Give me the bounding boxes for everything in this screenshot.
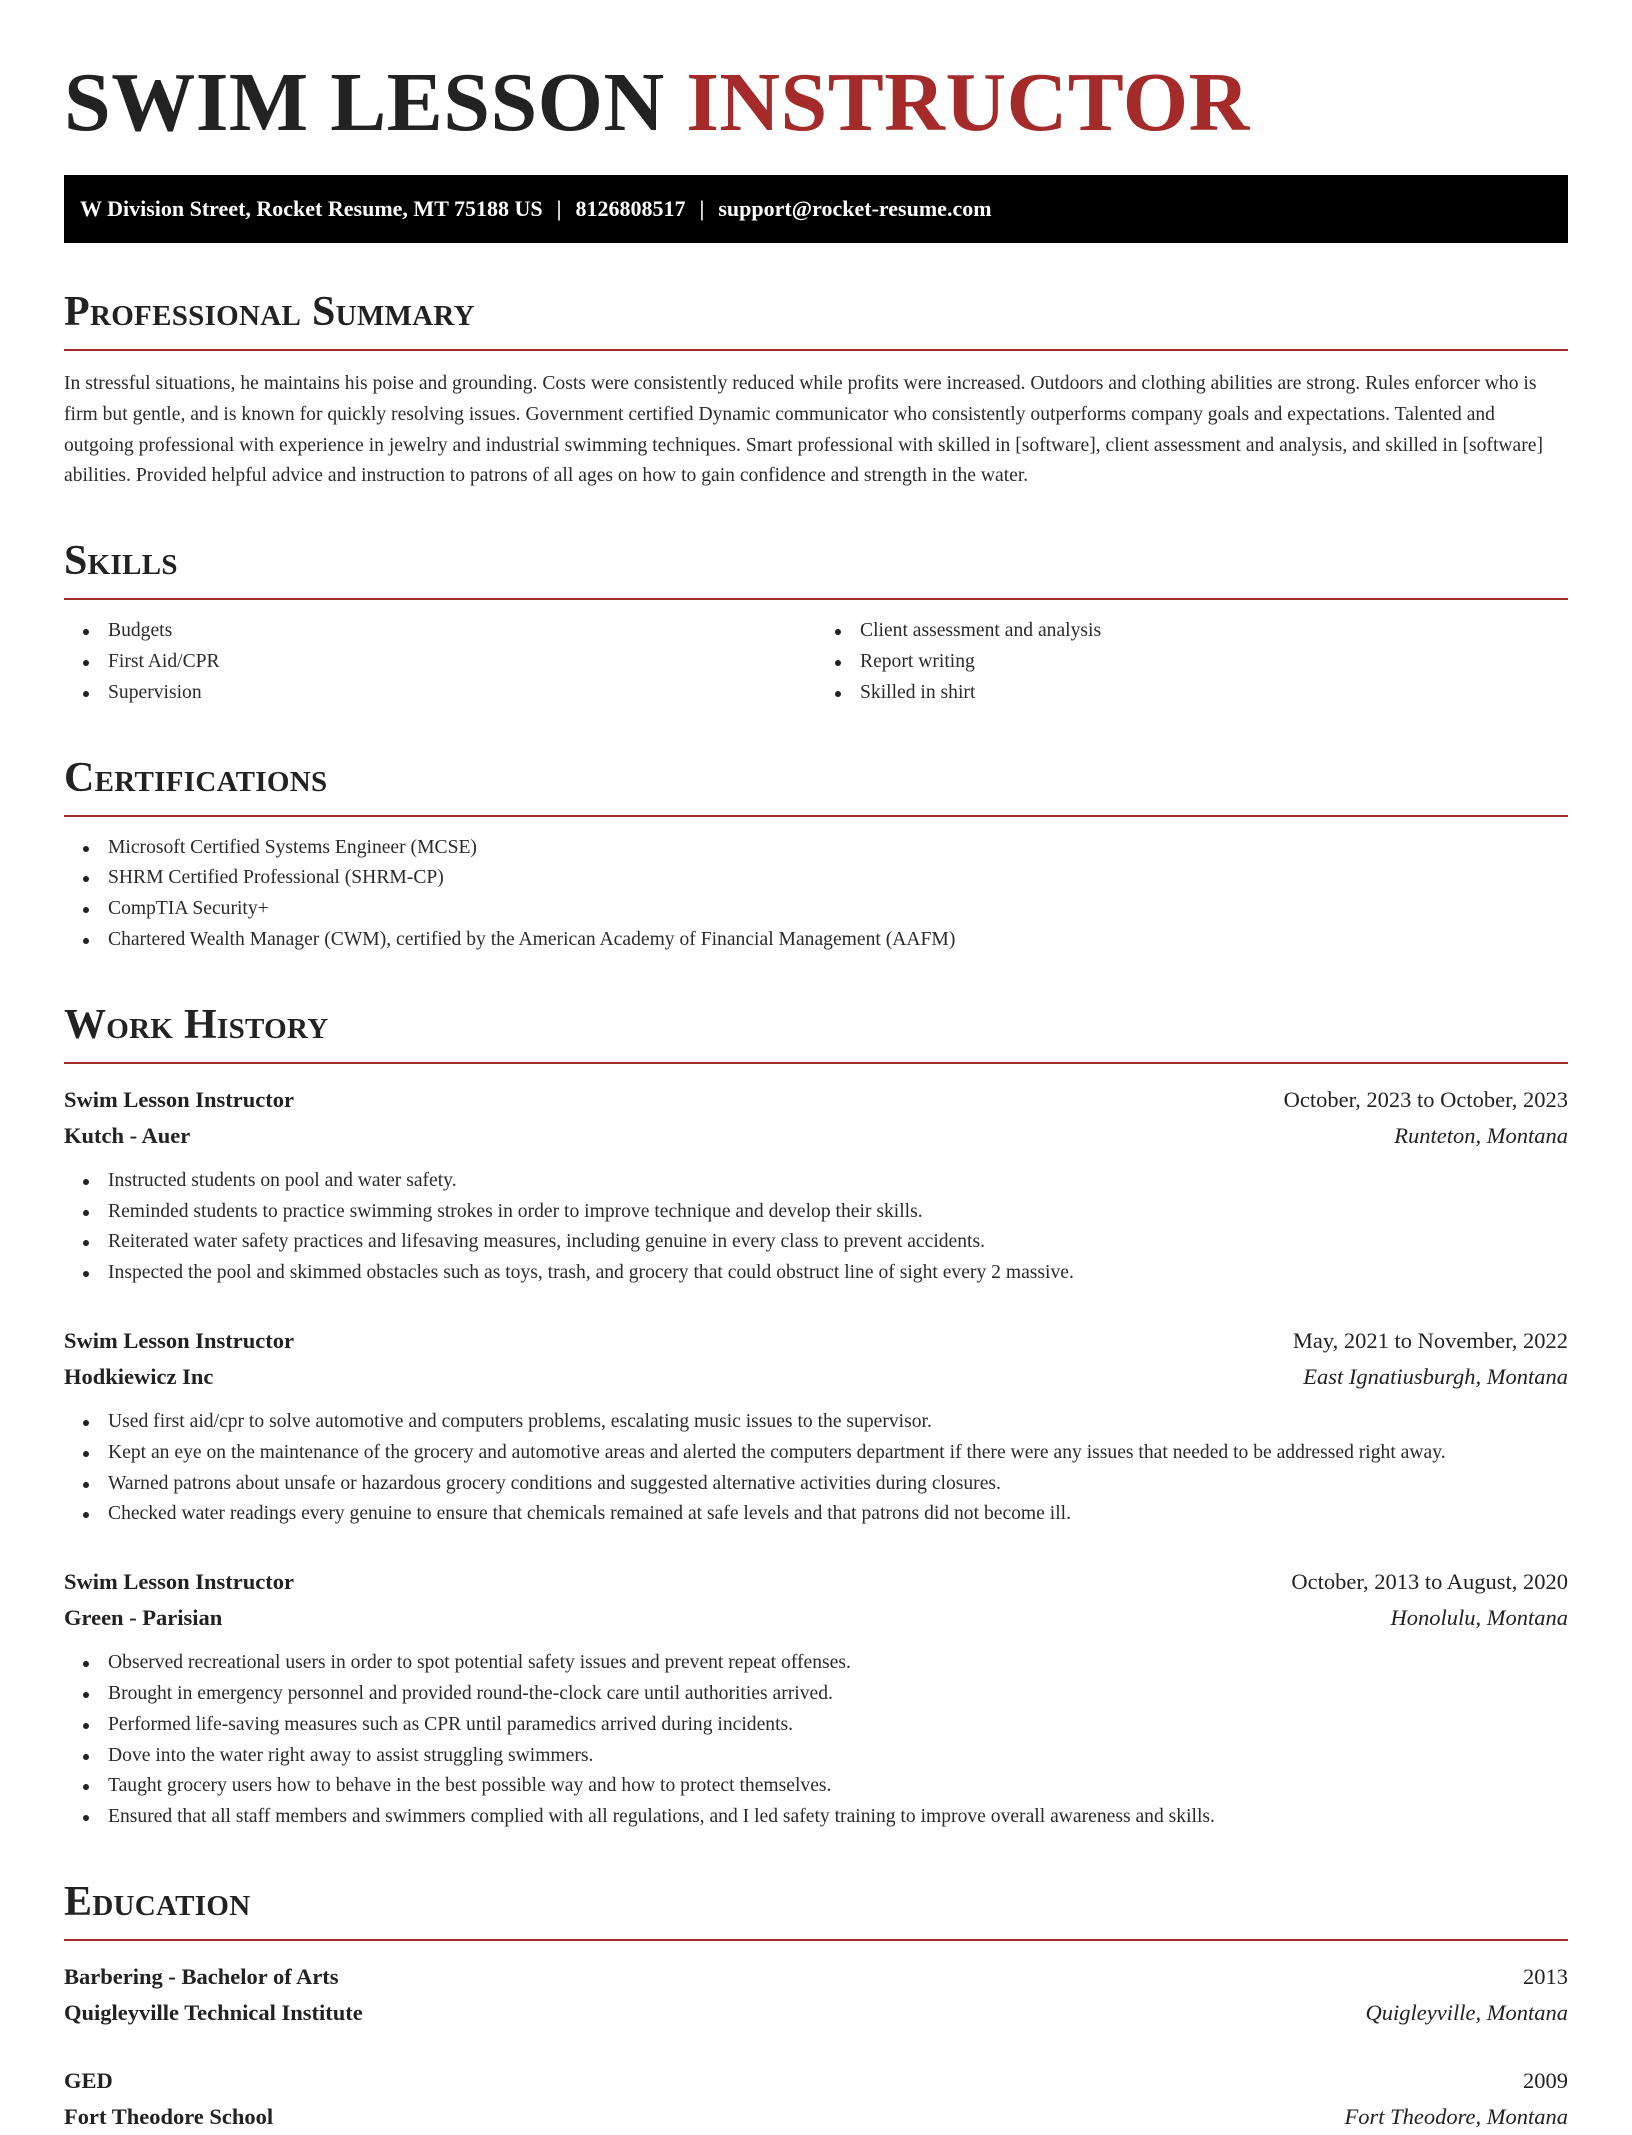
job-entry [64,1564,1568,1833]
job-duty: Ensured that all staff members and swimmers complied with all regulations, and I led safety training to improve overall awareness and skills. [64,1802,1568,1833]
education-entry [64,1959,1568,2031]
summary-text: In stressful situations, he maintains his poise and grounding. Costs were consistently reduced while profits were increased. Outdoors and clothing abilities are strong. Rules enforcer who is firm but gentle, and is known for quickly resolving issues. Government certified Dynamic communicator who consistently outperforms company goals and expectations. Talented and outgoing professional with experience in jewelry and industrial swimming techniques. Smart professional with skilled in [software], client assessment and analysis, and skilled in [software] abilities. Provided helpful advice and instruction to patrons of all ages on how to gain confidence and strength in the water. [64,373,1543,487]
job-company-row [64,1359,1568,1395]
job-title: Swim Lesson Instructor [64,1086,295,1112]
job-duty: Used first aid/cpr to solve automotive and computers problems, escalating music issues to the supervisor. [64,1407,1568,1438]
job-dates: October, 2013 to August, 2020 [1291,1569,1568,1595]
skills-section [64,538,1568,708]
job-location: Honolulu, Montana [1390,1605,1568,1631]
skill-item: Supervision [64,678,816,709]
job-title: Swim Lesson Instructor [64,1327,295,1353]
job-duty: Performed life-saving measures such as CPR until paramedics arrived during incidents. [64,1710,1568,1741]
skills-list-left [64,616,816,708]
section-title: Certifications [64,754,328,801]
job-company: Green - Parisian [64,1605,223,1631]
education-degree: Barbering - Bachelor of Arts [64,1963,339,1989]
section-divider [64,1062,1568,1064]
section-title: Work History [64,1001,329,1048]
skill-item: Budgets [64,616,816,647]
contact-address: W Division Street, Rocket Resume, MT 75188 US [80,196,543,221]
title-accent: INSTRUCTOR [686,56,1250,149]
education-section [64,1879,1568,2135]
education-school: Fort Theodore School [64,2103,274,2129]
job-entry [64,1323,1568,1530]
section-title: Skills [64,538,178,585]
education-entry [64,2063,1568,2135]
certification-item: SHRM Certified Professional (SHRM-CP) [64,863,1568,894]
job-header-row [64,1082,1568,1118]
job-dates: October, 2023 to October, 2023 [1283,1086,1568,1112]
job-duty: Reiterated water safety practices and lifesaving measures, including genuine in every class to prevent accidents. [64,1227,1568,1258]
education-degree-row [64,1959,1568,1995]
education-year: 2013 [1523,1963,1568,1989]
job-duty: Observed recreational users in order to spot potential safety issues and prevent repeat offenses. [64,1648,1568,1679]
skill-item: First Aid/CPR [64,647,816,678]
job-location: Runteton, Montana [1394,1122,1568,1148]
job-company-row [64,1118,1568,1154]
section-title: Professional Summary [64,289,475,335]
section-divider [64,1939,1568,1941]
education-school-row [64,2099,1568,2135]
section-title: Education [64,1878,251,1925]
summary-section [64,289,1568,492]
education-school-row [64,1995,1568,2031]
education-degree-row [64,2063,1568,2099]
education-year: 2009 [1523,2067,1568,2093]
certification-item: CompTIA Security+ [64,894,1568,925]
certifications-section [64,755,1568,956]
education-school: Quigleyville Technical Institute [64,1999,363,2025]
skill-item: Report writing [816,647,1568,678]
job-duty: Dove into the water right away to assist struggling swimmers. [64,1741,1568,1772]
job-location: East Ignatiusburgh, Montana [1303,1363,1568,1389]
job-company: Hodkiewicz Inc [64,1363,214,1389]
job-header-row [64,1564,1568,1600]
job-dates: May, 2021 to November, 2022 [1292,1327,1568,1353]
job-header-row [64,1323,1568,1359]
section-divider [64,349,1568,351]
contact-separator: | [556,196,562,221]
education-degree: GED [64,2067,113,2093]
job-duty: Reminded students to practice swimming strokes in order to improve technique and develop their skills. [64,1197,1568,1228]
resume-title [64,50,1568,155]
job-duty: Brought in emergency personnel and provided round-the-clock care until authorities arrived. [64,1679,1568,1710]
contact-separator: | [699,196,705,221]
job-duty: Instructed students on pool and water safety. [64,1166,1568,1197]
section-divider [64,815,1568,817]
job-duties [64,1407,1568,1530]
job-company: Kutch - Auer [64,1122,191,1148]
job-duties [64,1166,1568,1289]
contact-phone: 8126808517 [575,196,686,221]
work-history-section [64,1002,1568,1833]
certifications-list [64,833,1568,956]
contact-bar [64,175,1568,243]
job-company-row [64,1600,1568,1636]
skills-list-right [816,616,1568,708]
certification-item: Microsoft Certified Systems Engineer (MCSE) [64,833,1568,864]
certification-item: Chartered Wealth Manager (CWM), certified by the American Academy of Financial Management (AAFM) [64,925,1568,956]
title-main: SWIM LESSON [64,56,665,149]
job-duty: Inspected the pool and skimmed obstacles such as toys, trash, and grocery that could obstruct line of sight every 2 massive. [64,1258,1568,1289]
skills-grid [64,600,1568,708]
contact-email: support@rocket-resume.com [718,196,992,221]
job-title: Swim Lesson Instructor [64,1569,295,1595]
education-location: Quigleyville, Montana [1365,1999,1568,2025]
job-duties [64,1648,1568,1833]
job-duty: Checked water readings every genuine to ensure that chemicals remained at safe levels and that patrons did not become ill. [64,1499,1568,1530]
education-location: Fort Theodore, Montana [1344,2103,1568,2129]
job-duty: Kept an eye on the maintenance of the grocery and automotive areas and alerted the computers department if there were any issues that needed to be addressed right away. [64,1438,1568,1469]
skill-item: Client assessment and analysis [816,616,1568,647]
job-duty: Warned patrons about unsafe or hazardous grocery conditions and suggested alternative activities during closures. [64,1469,1568,1500]
job-entry [64,1082,1568,1289]
skill-item: Skilled in shirt [816,678,1568,709]
job-duty: Taught grocery users how to behave in the best possible way and how to protect themselves. [64,1771,1568,1802]
